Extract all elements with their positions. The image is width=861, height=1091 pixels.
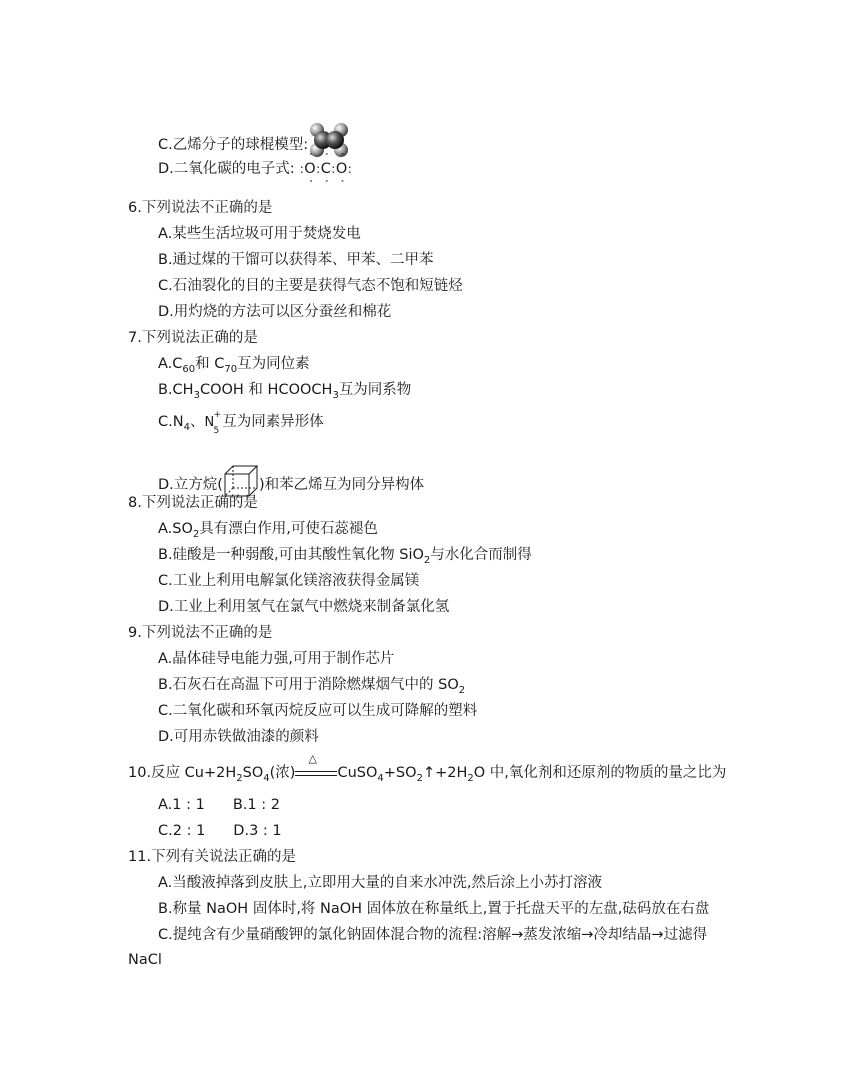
q7-option-d <box>158 464 424 498</box>
lone-pair-dots: : <box>347 162 352 176</box>
q7-a-pre: A.C <box>158 356 183 372</box>
q6-option-b: B.通过煤的干馏可以获得苯、甲苯、二甲苯 <box>158 252 434 268</box>
q7-a-sub2: 70 <box>224 363 238 375</box>
q10-t5: ↑+2H <box>422 765 468 781</box>
q8-b-sub: 2 <box>423 554 431 566</box>
q10-options-row1 <box>158 796 280 814</box>
q10-t6: O 中,氧化剂和还原剂的物质的量之比为 <box>473 765 727 781</box>
q10-s3: 4 <box>377 772 384 784</box>
q11-option-b: B.称量 NaOH 固体时,将 NaOH 固体放在称量纸上,置于托盘天平的左盘,砝码放在右盘 <box>158 901 710 917</box>
co2-oxygen-left: ·· O ·· <box>304 160 315 178</box>
q7-option-c <box>158 410 324 436</box>
cubane-structure-icon <box>223 464 259 498</box>
equals-bar <box>295 771 337 776</box>
q8-a-post: 具有漂白作用,可使石蕊褪色 <box>199 521 378 537</box>
q9-option-b <box>158 676 465 694</box>
q7-a-sub1: 60 <box>182 363 196 375</box>
q8-b-pre: B.硅酸是一种弱酸,可由其酸性氧化物 SiO <box>158 547 424 563</box>
q9-b-pre: B.石灰石在高温下可用于消除燃煤烟气中的 SO <box>158 677 459 693</box>
q9-option-a: A.晶体硅导电能力强,可用于制作芯片 <box>158 651 395 667</box>
q10-t3: CuSO <box>337 765 378 781</box>
q7-a-mid: 和 C <box>195 356 225 372</box>
q8-option-a <box>158 520 378 538</box>
q8-option-b <box>158 546 532 564</box>
q6-stem: 6.下列说法不正确的是 <box>128 200 273 216</box>
lone-pair-dots: : <box>299 162 304 176</box>
q9-option-d: D.可用赤铁做油漆的颜料 <box>158 729 319 745</box>
q10-option-b: B.1 : 2 <box>232 797 280 813</box>
q7-b-pre: B.CH <box>158 382 194 398</box>
q10-t1: SO <box>242 765 264 781</box>
q10-t4: +SO <box>383 765 417 781</box>
q11-option-c-continuation: NaCl <box>128 952 162 968</box>
q7-c-sup: + <box>213 410 222 420</box>
q7-b-sub2: 3 <box>332 389 339 401</box>
heating-condition-sign <box>295 752 337 782</box>
q6-option-d: D.用灼烧的方法可以区分蚕丝和棉花 <box>158 304 392 320</box>
q10-t0: 10.反应 Cu+2H <box>128 765 237 781</box>
q7-d-pre: D.立方烷( <box>158 477 223 493</box>
q11-stem: 11.下列有关说法正确的是 <box>128 849 297 865</box>
q10-s1: 2 <box>236 772 243 784</box>
q6-option-c: C.石油裂化的目的主要是获得气态不饱和短链烃 <box>158 278 463 294</box>
q7-stem: 7.下列说法正确的是 <box>128 330 258 346</box>
q8-stem: 8.下列说法正确的是 <box>128 495 258 511</box>
q7-option-a <box>158 355 310 373</box>
q7-c-sub2: 5 <box>213 426 220 436</box>
q7-b-mid: COOH 和 HCOOCH <box>199 382 333 398</box>
n5-plus-ion <box>204 410 222 436</box>
q10-options-row2 <box>158 822 282 840</box>
q10-s2: 4 <box>263 772 270 784</box>
q8-a-pre: A.SO <box>158 521 193 537</box>
co2-oxygen-right: ·· O ·· <box>336 160 347 178</box>
q7-c-sep: 、 <box>189 414 205 430</box>
q9-b-sub: 2 <box>458 684 466 696</box>
q11-option-a: A.当酸液掉落到皮肤上,立即用大量的自来水冲洗,然后涂上小苏打溶液 <box>158 875 602 891</box>
q7-b-sub1: 3 <box>193 389 200 401</box>
q10-s4: 2 <box>416 772 423 784</box>
shared-pair-dots: : <box>331 162 336 176</box>
co2-carbon: ·· C ·· <box>321 160 331 178</box>
q10-option-c: C.2 : 1 <box>158 823 206 839</box>
q10-s5: 2 <box>467 772 474 784</box>
q7-c-sub: 4 <box>183 421 190 433</box>
q5-option-d <box>158 160 352 178</box>
shared-pair-dots: : <box>316 162 321 176</box>
q5-option-d-text: D.二氧化碳的电子式: <box>158 161 295 177</box>
q7-a-post: 互为同位素 <box>237 356 310 372</box>
q7-c-n: N <box>204 415 215 430</box>
q7-c-pre: C.N <box>158 414 184 430</box>
q7-d-post: )和苯乙烯互为同分异构体 <box>258 477 425 493</box>
q9-stem: 9.下列说法不正确的是 <box>128 625 273 641</box>
q7-c-post: 互为同素异形体 <box>222 414 324 430</box>
q8-option-c: C.工业上利用电解氯化镁溶液获得金属镁 <box>158 573 420 589</box>
q7-b-post: 互为同系物 <box>338 382 412 398</box>
q10-option-d: D.3 : 1 <box>233 823 282 839</box>
q6-option-a: A.某些生活垃圾可用于焚烧发电 <box>158 226 361 242</box>
q10-stem <box>128 752 727 784</box>
q5-option-c-text: C.乙烯分子的球棍模型: <box>158 137 309 153</box>
q11-option-c: C.提纯含有少量硝酸钾的氯化钠固体混合物的流程:溶解→蒸发浓缩→冷却结晶→过滤得 <box>158 927 708 943</box>
heat-delta-icon: △ <box>308 752 317 765</box>
q8-b-post: 与水化合而制得 <box>430 547 532 563</box>
q10-option-a: A.1 : 1 <box>158 797 205 813</box>
q7-option-b <box>158 381 411 399</box>
q8-option-d: D.工业上利用氢气在氯气中燃烧来制备氯化氢 <box>158 599 450 615</box>
q9-option-c: C.二氧化碳和环氧丙烷反应可以生成可降解的塑料 <box>158 703 478 719</box>
q10-t2: (浓) <box>269 765 296 781</box>
q8-a-sub: 2 <box>192 528 200 540</box>
